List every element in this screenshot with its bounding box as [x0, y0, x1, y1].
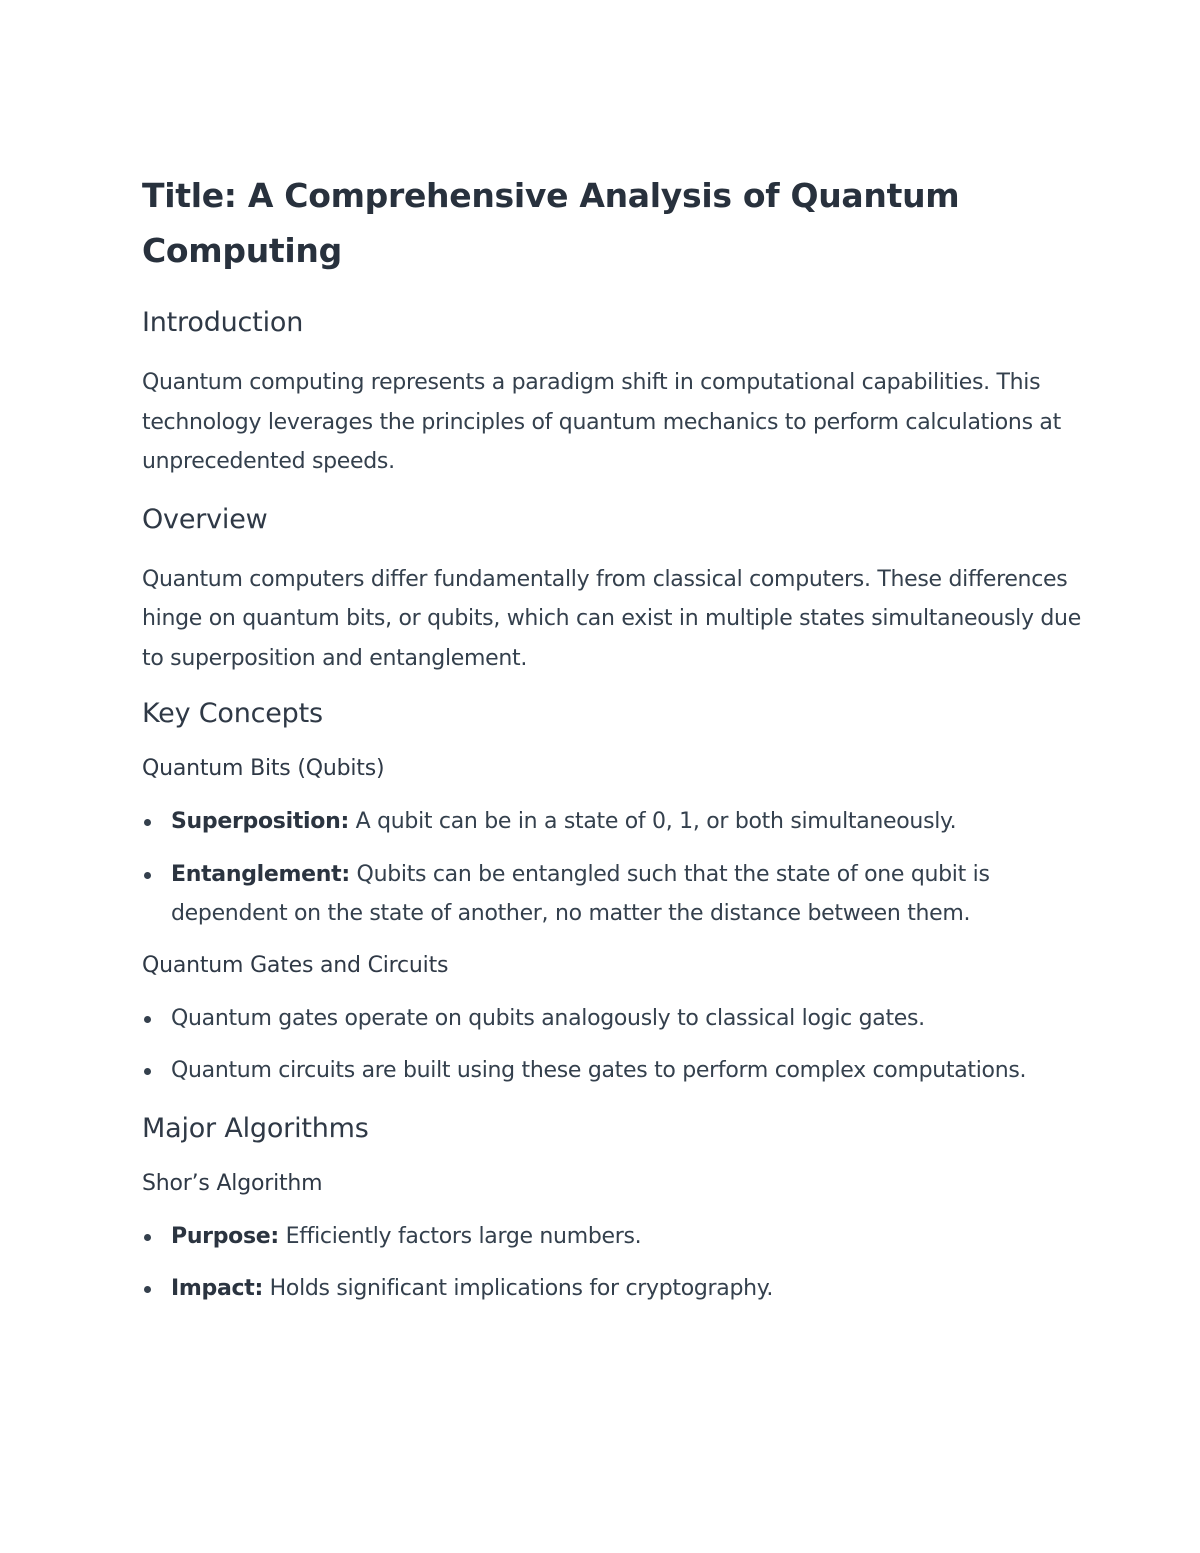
list-item: Quantum gates operate on qubits analogously to classical logic gates. — [142, 999, 1082, 1039]
section-heading-introduction: Introduction — [142, 307, 304, 338]
list-item-term: Superposition: — [171, 809, 349, 834]
overview-paragraph: Quantum computers differ fundamentally from classical computers. These differences hinge on quantum bits, or qubits, which can exist in multiple states simultaneously due to superposition and entanglement. — [142, 566, 1081, 671]
document-page — [142, 168, 1082, 1309]
list-item-term: Impact: — [171, 1276, 263, 1301]
list-item-text: Holds significant implications for cryptography. — [262, 1276, 774, 1301]
introduction-paragraph: Quantum computing represents a paradigm shift in computational capabilities. This technology leverages the principles of quantum mechanics to perform calculations at unprecedented speeds. — [142, 370, 1061, 474]
subsection-heading-qubits: Quantum Bits (Qubits) — [142, 756, 385, 781]
list-item: Quantum circuits are built using these gates to perform complex computations. — [142, 1051, 1082, 1091]
document-title: Title: A Comprehensive Analysis of Quantum Computing — [142, 176, 960, 270]
list-item — [142, 855, 1082, 934]
list-item-text: A qubit can be in a state of 0, 1, or both simultaneously. — [348, 809, 957, 834]
list-item — [142, 1269, 1082, 1309]
list-item-term: Entanglement: — [171, 861, 350, 887]
list-item-text: Qubits can be entangled such that the state of one qubit is dependent on the state of another, no matter the distance between them. — [171, 861, 990, 926]
section-heading-major-algorithms: Major Algorithms — [142, 1112, 369, 1144]
section-heading-key-concepts: Key Concepts — [142, 698, 323, 729]
list-item — [142, 1217, 1082, 1257]
section-heading-overview: Overview — [142, 503, 268, 535]
subsection-heading-shors: Shor’s Algorithm — [142, 1170, 323, 1196]
shors-list — [142, 1217, 1082, 1309]
list-item — [142, 802, 1082, 842]
list-item-text: Efficiently factors large numbers. — [278, 1223, 642, 1249]
gates-list — [142, 999, 1082, 1091]
subsection-heading-gates: Quantum Gates and Circuits — [142, 952, 449, 978]
list-item-term: Purpose: — [171, 1223, 279, 1249]
qubits-list — [142, 802, 1082, 934]
